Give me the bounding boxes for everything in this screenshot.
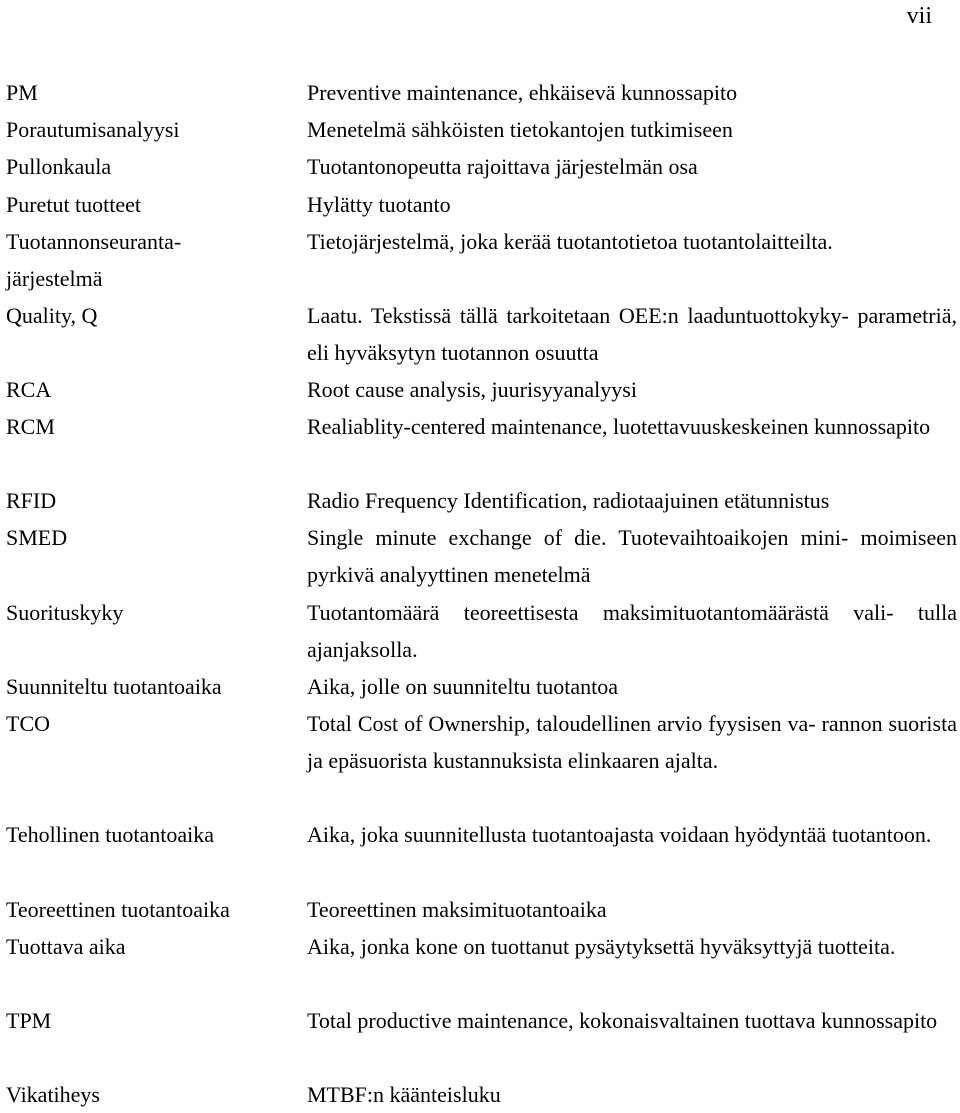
definition-rca: Root cause analysis, juurisyyanalyysi	[307, 377, 637, 402]
definition-quality: Laatu. Tekstissä tällä tarkoitetaan OEE:n laaduntuottokyky- parametriä, eli hyväksytyn tuotannon osuutta	[307, 303, 957, 365]
term-rcm: RCM	[6, 414, 55, 439]
definition-pm: Preventive maintenance, ehkäisevä kunnossapito	[307, 80, 738, 105]
term-pm: PM	[6, 80, 38, 105]
term-suunniteltu-tuotantoaika: Suunniteltu tuotantoaika	[6, 674, 222, 699]
term-suorituskyky: Suorituskyky	[6, 600, 124, 625]
definition-suorituskyky: Tuotantomäärä teoreettisesta maksimituotantomäärästä vali- tulla ajanjaksolla.	[307, 600, 957, 662]
term-tco: TCO	[6, 711, 50, 736]
definition-tuotannonseuranta: Tietojärjestelmä, joka kerää tuotantotietoa tuotantolaitteilta.	[307, 229, 833, 254]
definition-tpm: Total productive maintenance, kokonaisvaltainen tuottava kunnossapito	[307, 1008, 938, 1033]
term-tuotannonseuranta: Tuotannonseuranta-	[6, 229, 182, 254]
definition-suunniteltu-tuotantoaika: Aika, jolle on suunniteltu tuotantoa	[307, 674, 619, 699]
term-smed: SMED	[6, 525, 68, 550]
term-puretut-tuotteet: Puretut tuotteet	[6, 192, 142, 217]
term-pullonkaula: Pullonkaula	[6, 154, 112, 179]
definition-rcm: Realiablity-centered maintenance, luotettavuuskeskeinen kunnossapito	[307, 414, 931, 439]
term-porautumisanalyysi: Porautumisanalyysi	[6, 117, 180, 142]
term-tpm: TPM	[6, 1008, 52, 1033]
definition-puretut-tuotteet: Hylätty tuotanto	[307, 192, 451, 217]
term-quality: Quality, Q	[6, 303, 98, 328]
term-teoreettinen-tuotantoaika: Teoreettinen tuotantoaika	[6, 897, 230, 922]
definition-tco: Total Cost of Ownership, taloudellinen arvio fyysisen va- rannon suorista ja epäsuorista kustannuksista elinkaaren ajalta.	[307, 711, 957, 773]
definition-rfid: Radio Frequency Identification, radiotaajuinen etätunnistus	[307, 488, 830, 513]
term-vikatiheys: Vikatiheys	[6, 1082, 100, 1107]
page-number: vii	[906, 3, 932, 29]
definition-smed: Single minute exchange of die. Tuotevaihtoaikojen mini- moimiseen pyrkivä analyyttinen menetelmä	[307, 525, 957, 587]
definition-teoreettinen-tuotantoaika: Teoreettinen maksimituotantoaika	[307, 897, 607, 922]
term-tuottava-aika: Tuottava aika	[6, 934, 126, 959]
definition-vikatiheys: MTBF:n käänteisluku	[307, 1082, 501, 1107]
term-tehollinen-tuotantoaika: Tehollinen tuotantoaika	[6, 822, 215, 847]
term-tuotannonseuranta-line2: järjestelmä	[6, 266, 103, 291]
definition-tehollinen-tuotantoaika: Aika, joka suunnitellusta tuotantoajasta voidaan hyödyntää tuotantoon.	[307, 822, 932, 847]
term-rfid: RFID	[6, 488, 57, 513]
definition-tuottava-aika: Aika, jonka kone on tuottanut pysäytyksettä hyväksyttyjä tuotteita.	[307, 934, 896, 959]
definition-pullonkaula: Tuotantonopeutta rajoittava järjestelmän osa	[307, 154, 698, 179]
term-rca: RCA	[6, 377, 52, 402]
definition-porautumisanalyysi: Menetelmä sähköisten tietokantojen tutkimiseen	[307, 117, 733, 142]
